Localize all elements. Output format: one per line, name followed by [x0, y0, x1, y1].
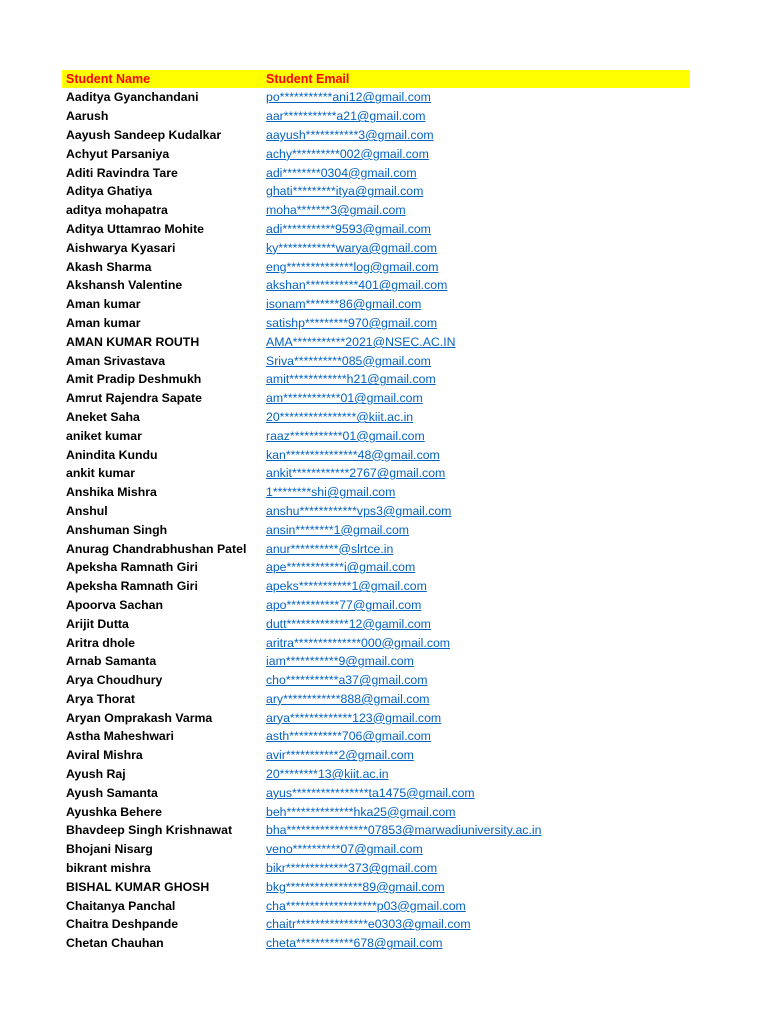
student-email-link[interactable]: ape************i@gmail.com — [266, 560, 416, 575]
student-email-link[interactable]: aayush***********3@gmail.com — [266, 127, 434, 142]
table-row — [62, 483, 690, 502]
student-name-cell: Bhojani Nisarg — [66, 842, 153, 857]
table-row — [62, 389, 690, 408]
student-name-cell: Aditi Ravindra Tare — [66, 165, 178, 180]
student-name-cell: Aaditya Gyanchandani — [66, 90, 199, 105]
student-name-cell: Apeksha Ramnath Giri — [66, 579, 198, 594]
table-row — [62, 426, 690, 445]
table-row — [62, 596, 690, 615]
student-name-cell: Anshika Mishra — [66, 485, 157, 500]
table-row — [62, 408, 690, 427]
student-email-link[interactable]: dutt*************12@gamil.com — [266, 616, 431, 631]
student-name-cell: Anshul — [66, 503, 108, 518]
table-row — [62, 107, 690, 126]
student-email-link[interactable]: ankit************2767@gmail.com — [266, 466, 446, 481]
table-row — [62, 502, 690, 521]
student-email-link[interactable]: anur**********@slrtce.in — [266, 541, 394, 556]
student-email-link[interactable]: am************01@gmail.com — [266, 391, 423, 406]
table-row — [62, 464, 690, 483]
student-name-cell: Apeksha Ramnath Giri — [66, 560, 198, 575]
student-rows — [62, 88, 690, 953]
student-email-link[interactable]: 20********13@kiit.ac.in — [266, 767, 389, 782]
student-email-link[interactable]: apo***********77@gmail.com — [266, 597, 422, 612]
table-row — [62, 727, 690, 746]
table-row — [62, 783, 690, 802]
student-name-cell: Aayush Sandeep Kudalkar — [66, 127, 222, 142]
student-email-link[interactable]: arya*************123@gmail.com — [266, 710, 442, 725]
student-email-link[interactable]: bha*****************07853@marwadiuniversity.ac.in — [266, 823, 542, 838]
student-email-link[interactable]: isonam*******86@gmail.com — [266, 297, 422, 312]
student-name-cell: Chaitra Deshpande — [66, 917, 179, 932]
table-row — [62, 201, 690, 220]
student-email-link[interactable]: ansin********1@gmail.com — [266, 522, 410, 537]
table-row — [62, 276, 690, 295]
student-email-link[interactable]: ary************888@gmail.com — [266, 691, 430, 706]
student-email-link[interactable]: akshan***********401@gmail.com — [266, 278, 448, 293]
student-name-cell: Aarush — [66, 109, 109, 124]
table-row — [62, 88, 690, 107]
table-row — [62, 220, 690, 239]
table-row — [62, 934, 690, 953]
student-email-link[interactable]: veno**********07@gmail.com — [266, 842, 423, 857]
student-email-link[interactable]: aritra**************000@gmail.com — [266, 635, 451, 650]
student-name-cell: Akash Sharma — [66, 259, 152, 274]
table-row — [62, 633, 690, 652]
table-row — [62, 765, 690, 784]
student-name-cell: Ayush Samanta — [66, 785, 158, 800]
student-email-link[interactable]: 20****************@kiit.ac.in — [266, 409, 414, 424]
student-email-link[interactable]: cheta************678@gmail.com — [266, 936, 443, 951]
student-name-cell: Anindita Kundu — [66, 447, 158, 462]
table-row — [62, 915, 690, 934]
table-row — [62, 671, 690, 690]
table-row — [62, 859, 690, 878]
student-name-cell: BISHAL KUMAR GHOSH — [66, 879, 210, 894]
student-email-link[interactable]: asth***********706@gmail.com — [266, 729, 431, 744]
table-row — [62, 840, 690, 859]
student-name-cell: Arijit Dutta — [66, 616, 129, 631]
student-name-cell: Arya Thorat — [66, 691, 136, 706]
student-name-cell: Bhavdeep Singh Krishnawat — [66, 823, 233, 838]
student-email-link[interactable]: achy**********002@gmail.com — [266, 146, 429, 161]
table-row — [62, 257, 690, 276]
student-name-cell: Ayush Raj — [66, 767, 126, 782]
table-row — [62, 445, 690, 464]
table-row — [62, 539, 690, 558]
student-email-link[interactable]: eng**************log@gmail.com — [266, 259, 439, 274]
table-row — [62, 577, 690, 596]
student-name-header: Student Name — [66, 72, 151, 86]
student-email-link[interactable]: Sriva**********085@gmail.com — [266, 353, 431, 368]
student-email-link[interactable]: beh**************hka25@gmail.com — [266, 804, 456, 819]
table-row — [62, 821, 690, 840]
student-name-cell: aditya mohapatra — [66, 203, 168, 218]
student-name-cell: Anurag Chandrabhushan Patel — [66, 541, 247, 556]
student-name-cell: Astha Maheshwari — [66, 729, 174, 744]
table-row — [62, 163, 690, 182]
student-email-link[interactable]: chaitr***************e0303@gmail.com — [266, 917, 471, 932]
header-row — [62, 70, 690, 88]
student-email-link[interactable]: iam***********9@gmail.com — [266, 654, 414, 669]
table-row — [62, 558, 690, 577]
student-email-link[interactable]: ky************warya@gmail.com — [266, 240, 438, 255]
student-email-link[interactable]: adi***********9593@gmail.com — [266, 221, 431, 236]
student-name-cell: AMAN KUMAR ROUTH — [66, 334, 200, 349]
student-email-link[interactable]: aar***********a21@gmail.com — [266, 109, 426, 124]
table-row — [62, 351, 690, 370]
student-name-cell: Aishwarya Kyasari — [66, 240, 176, 255]
student-email-link[interactable]: anshu************vps3@gmail.com — [266, 503, 452, 518]
student-email-link[interactable]: amit************h21@gmail.com — [266, 372, 436, 387]
table-row — [62, 690, 690, 709]
table-row — [62, 896, 690, 915]
student-email-link[interactable]: raaz***********01@gmail.com — [266, 428, 425, 443]
spreadsheet — [62, 70, 690, 953]
student-name-cell: Achyut Parsaniya — [66, 146, 170, 161]
student-name-cell: Ayushka Behere — [66, 804, 162, 819]
student-name-cell: Amrut Rajendra Sapate — [66, 391, 202, 406]
student-email-link[interactable]: satishp*********970@gmail.com — [266, 315, 438, 330]
student-name-cell: Aman kumar — [66, 297, 141, 312]
table-row — [62, 182, 690, 201]
student-name-cell: Aman Srivastava — [66, 353, 166, 368]
table-row — [62, 652, 690, 671]
table-row — [62, 238, 690, 257]
student-name-cell: ankit kumar — [66, 466, 136, 481]
student-email-link[interactable]: adi********0304@gmail.com — [266, 165, 417, 180]
table-row — [62, 370, 690, 389]
student-email-link[interactable]: ayus****************ta1475@gmail.com — [266, 785, 475, 800]
student-name-cell: aniket kumar — [66, 428, 142, 443]
table-row — [62, 802, 690, 821]
table-row — [62, 295, 690, 314]
student-email-link[interactable]: AMA***********2021@NSEC.AC.IN — [266, 334, 456, 349]
student-email-link[interactable]: po***********ani12@gmail.com — [266, 90, 431, 105]
student-email-link[interactable]: avir***********2@gmail.com — [266, 748, 414, 763]
student-name-cell: Chaitanya Panchal — [66, 898, 176, 913]
student-name-cell: Aman kumar — [66, 315, 141, 330]
student-email-link[interactable]: 1********shi@gmail.com — [266, 485, 396, 500]
student-name-cell: Aritra dhole — [66, 635, 136, 650]
table-row — [62, 877, 690, 896]
student-name-cell: Arnab Samanta — [66, 654, 157, 669]
student-email-link[interactable]: ghati*********itya@gmail.com — [266, 184, 424, 199]
student-name-cell: Aneket Saha — [66, 409, 140, 424]
student-email-link[interactable]: bikr*************373@gmail.com — [266, 861, 438, 876]
table-row — [62, 614, 690, 633]
student-email-link[interactable]: kan***************48@gmail.com — [266, 447, 440, 462]
student-name-cell: Anshuman Singh — [66, 522, 168, 537]
student-name-cell: Aditya Ghatiya — [66, 184, 153, 199]
student-name-cell: Aditya Uttamrao Mohite — [66, 221, 205, 236]
table-row — [62, 332, 690, 351]
table-row — [62, 520, 690, 539]
table-row — [62, 314, 690, 333]
table-row — [62, 144, 690, 163]
student-email-link[interactable]: bkg****************89@gmail.com — [266, 879, 445, 894]
student-name-cell: Aviral Mishra — [66, 748, 143, 763]
table-row — [62, 708, 690, 727]
student-name-cell: Chetan Chauhan — [66, 936, 164, 951]
table-row — [62, 126, 690, 145]
student-name-cell: Aryan Omprakash Varma — [66, 710, 213, 725]
student-name-cell: Arya Choudhury — [66, 673, 163, 688]
student-name-cell: Akshansh Valentine — [66, 278, 183, 293]
student-email-link[interactable]: apeks***********1@gmail.com — [266, 579, 427, 594]
student-email-link[interactable]: cha*******************p03@gmail.com — [266, 898, 466, 913]
student-email-link[interactable]: moha*******3@gmail.com — [266, 203, 406, 218]
student-email-header: Student Email — [266, 72, 350, 86]
table-row — [62, 746, 690, 765]
student-email-link[interactable]: cho***********a37@gmail.com — [266, 673, 428, 688]
student-name-cell: Apoorva Sachan — [66, 597, 164, 612]
student-name-cell: Amit Pradip Deshmukh — [66, 372, 202, 387]
student-name-cell: bikrant mishra — [66, 861, 151, 876]
